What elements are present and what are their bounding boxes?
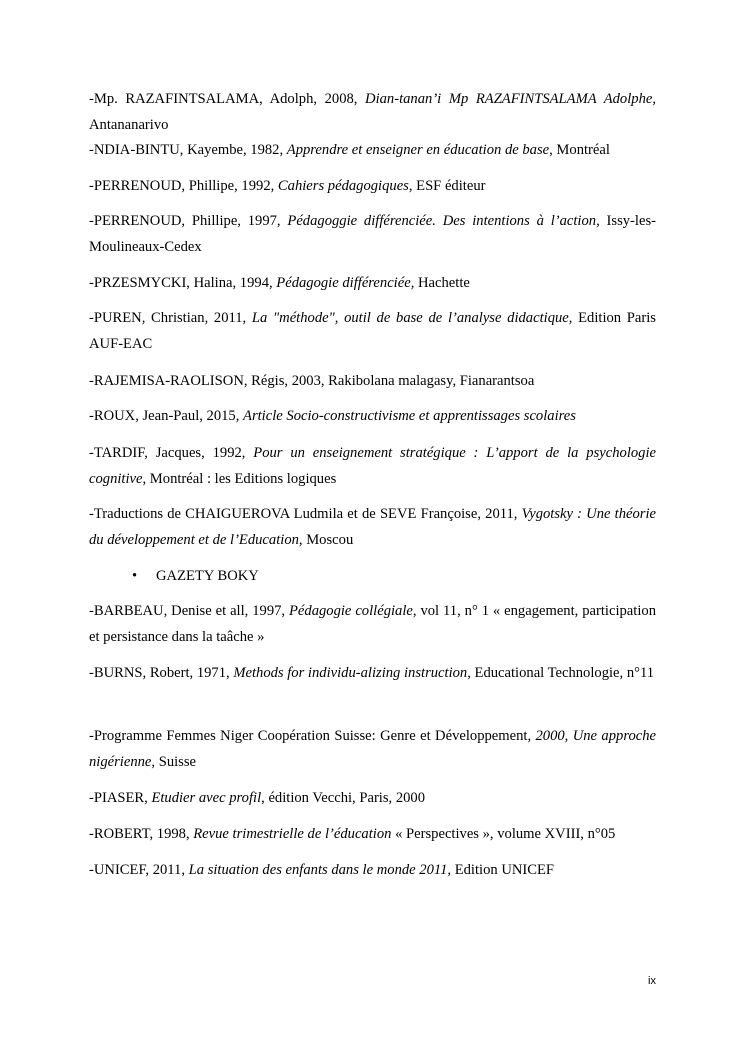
bibliography-entry: -NDIA-BINTU, Kayembe, 1982, Apprendre et enseigner en éducation de base, Montréal: [89, 142, 610, 158]
section-heading-text: GAZETY BOKY: [156, 568, 259, 584]
bibliography-entry: -BURNS, Robert, 1971, Methods for individu-alizing instruction, Educational Technologie, n°11: [89, 665, 655, 681]
bullet-icon: •: [132, 568, 138, 584]
bibliography-entry: -Mp. RAZAFINTSALAMA, Adolph, 2008, Dian-tanan’i Mp RAZAFINTSALAMA Adolphe, Antananarivo: [89, 91, 657, 133]
bibliography-entry: -BARBEAU, Denise et all, 1997, Pédagogie collégiale, vol 11, n° 1 « engagement, participation et persistance dans la taâche »: [89, 603, 656, 645]
bibliography-entry: -PERRENOUD, Phillipe, 1997, Pédagoggie différenciée. Des intentions à l’action, Issy-les-Moulineaux-Cedex: [89, 213, 656, 255]
bibliography-entry: -PUREN, Christian, 2011, La "méthode", outil de base de l’analyse didactique, Edition Paris AUF-EAC: [89, 310, 656, 352]
bibliography-entry: -UNICEF, 2011, La situation des enfants dans le monde 2011, Edition UNICEF: [89, 862, 555, 878]
page-number: ix: [648, 975, 656, 987]
bibliography-entry: -TARDIF, Jacques, 1992, Pour un enseignement stratégique : L’apport de la psychologie cognitive, Montréal : les Editions logiques: [89, 445, 657, 487]
bibliography-entry: -PERRENOUD, Phillipe, 1992, Cahiers pédagogiques, ESF éditeur: [89, 178, 486, 194]
bibliography-entry: -ROBERT, 1998, Revue trimestrielle de l’éducation « Perspectives », volume XVIII, n°05: [89, 826, 616, 842]
bibliography-entry: -ROUX, Jean-Paul, 2015, Article Socio-constructivisme et apprentissages scolaires: [89, 408, 576, 424]
bibliography-entry: -Programme Femmes Niger Coopération Suisse: Genre et Développement, 2000, Une approche nigérienne, Suisse: [89, 728, 656, 770]
bibliography-entry: -PIASER, Etudier avec profil, édition Vecchi, Paris, 2000: [89, 790, 426, 806]
bibliography-entry: -Traductions de CHAIGUEROVA Ludmila et de SEVE Françoise, 2011, Vygotsky : Une théorie du développement et de l’Education, Moscou: [89, 506, 657, 548]
bibliography-entry: -PRZESMYCKI, Halina, 1994, Pédagogie différenciée, Hachette: [89, 275, 470, 291]
bibliography-entry: -RAJEMISA-RAOLISON, Régis, 2003, Rakibolana malagasy, Fianarantsoa: [89, 373, 535, 389]
